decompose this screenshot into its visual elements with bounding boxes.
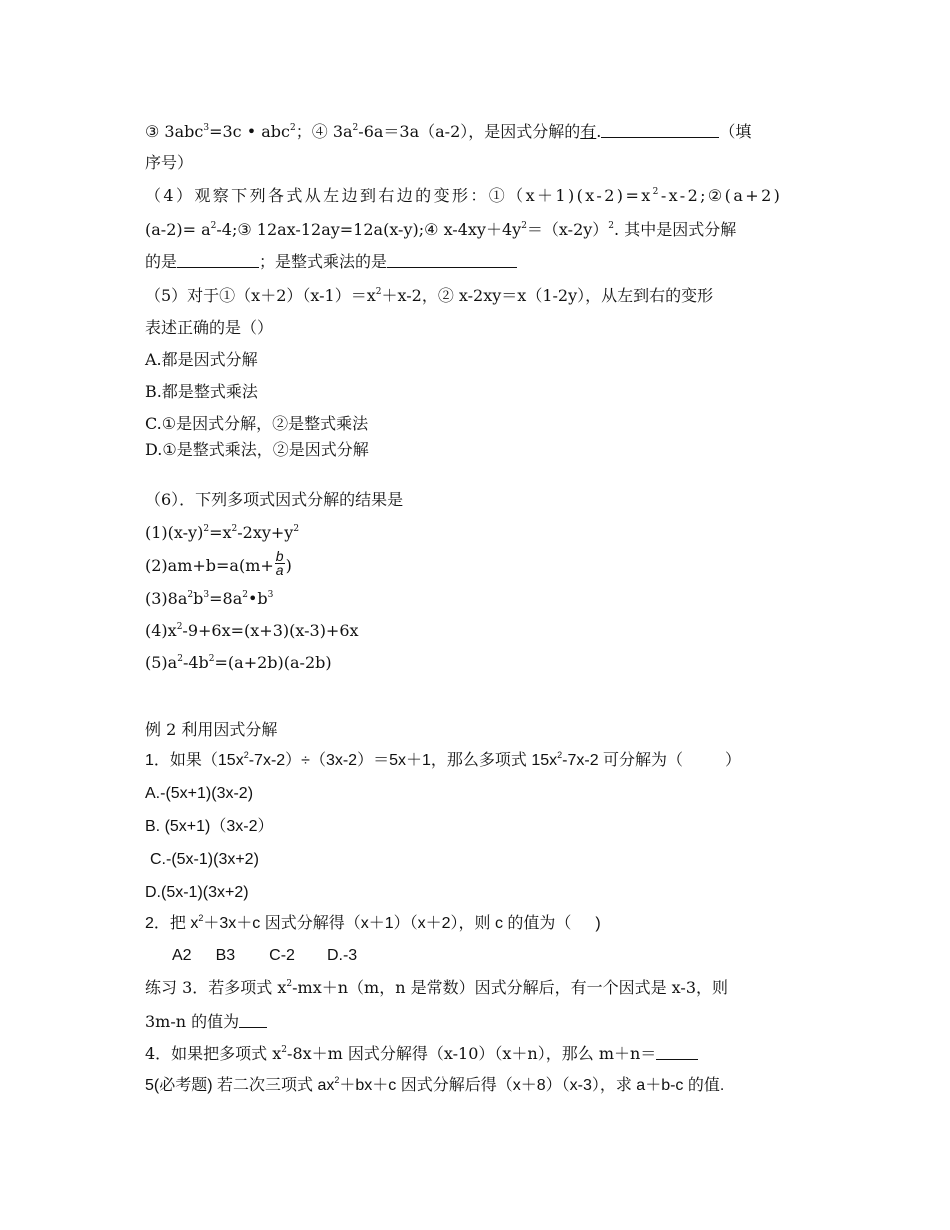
- part3-line-1: ③ 3abc$^3$=3c • abc$^2$；④ $3a^2-6a=3a(a-2)$，是因式分解的有. （填: [145, 122, 752, 141]
- part4-line-2: $(a-2)= a^2-4;③$ 12ax-12ay=12a(x-y);④ $x-4xy+4y^2=(x-2y)^2$. 其中是因式分解: [145, 220, 737, 239]
- answer-blank[interactable]: [177, 267, 259, 268]
- part5-line-2: 表述正确的是（）: [145, 318, 274, 337]
- part4-line-1: （4）观察下列各式从左边到右边的变形：$①(x+1)(x-2)=x^2-x-2;②(a+2)$: [145, 186, 783, 205]
- q1-option-c: C.-(5x-1)(3x+2): [150, 851, 259, 868]
- part6-item-4: $(4)x^2-9+6x=(x+3)(x-3)+6x$: [145, 621, 359, 640]
- answer-blank[interactable]: [239, 1027, 267, 1028]
- fraction: $\frac{b}{a}$: [275, 548, 284, 578]
- part6-item-1: $(1)(x-y)^2=x^2-2xy+y^2$: [145, 523, 300, 542]
- part6-title: （6）．下列多项式因式分解的结果是: [145, 490, 404, 509]
- part3-line-2: 序号）: [145, 153, 194, 172]
- example-2-title: 例 2 利用因式分解: [145, 720, 278, 739]
- practice-3-line-2: 3m-n 的值为: [145, 1012, 267, 1032]
- part6-item-5: $(5)a^2-4b^2=(a+2b)(a-2b)$: [145, 653, 332, 672]
- option-d: D.①是整式乘法，②是因式分解: [145, 440, 369, 459]
- question-5: 5(必考题) 若二次三项式 $ax^2+bx+c$ 因式分解后得（x＋8）（x-3），求 a＋b-c 的值.: [145, 1075, 725, 1094]
- part6-item-3: $(3)8a^2b^3=8a^2•b^3$: [145, 589, 274, 608]
- part5-line-1: （5）对于$①(x+2)(x-1)=x^2+x-2$，② x-2xy＝x（1-2y），从左到右的变形: [145, 286, 714, 305]
- part4-line-3: 的是 ；是整式乘法的是: [145, 252, 517, 272]
- answer-blank[interactable]: [387, 267, 517, 268]
- question-1: 1．如果$(15x^2-7x-2)\div(3x-2)=5x+1$，那么多项式 $15x^2-7x-2$ 可分解为（ ）: [145, 750, 742, 769]
- q1-option-a: A.-(5x+1)(3x-2): [145, 785, 254, 802]
- option-a: A.都是因式分解: [145, 350, 258, 369]
- answer-blank[interactable]: [601, 137, 719, 138]
- question-2: 2．把 $x^2+3x+c$ 因式分解得（x＋1）（x＋2），则 c 的值为（ ): [145, 913, 601, 932]
- question-4: 4．如果把多项式 $x^2-8x+m$ 因式分解得（x-10）（x＋n），那么 m＋n＝: [145, 1044, 698, 1064]
- practice-3-line-1: 练习 3．若多项式 $x^2-mx+n(m$，n 是常数）因式分解后，有一个因式是 x-3，则: [145, 978, 729, 997]
- option-c: C.①是因式分解，②是整式乘法: [145, 414, 369, 433]
- part6-item-2: (2)am+b=a(m+ $\frac{b}{a}$ ): [145, 548, 292, 578]
- option-b: B.都是整式乘法: [145, 382, 258, 401]
- q1-option-d: D.(5x-1)(3x+2): [145, 884, 249, 901]
- q2-options: A2 B3 C-2 D.-3: [172, 947, 358, 964]
- answer-blank[interactable]: [656, 1059, 698, 1060]
- q1-option-b: B. (5x+1)（3x-2）: [145, 818, 274, 835]
- underlined-text: 有: [580, 122, 597, 141]
